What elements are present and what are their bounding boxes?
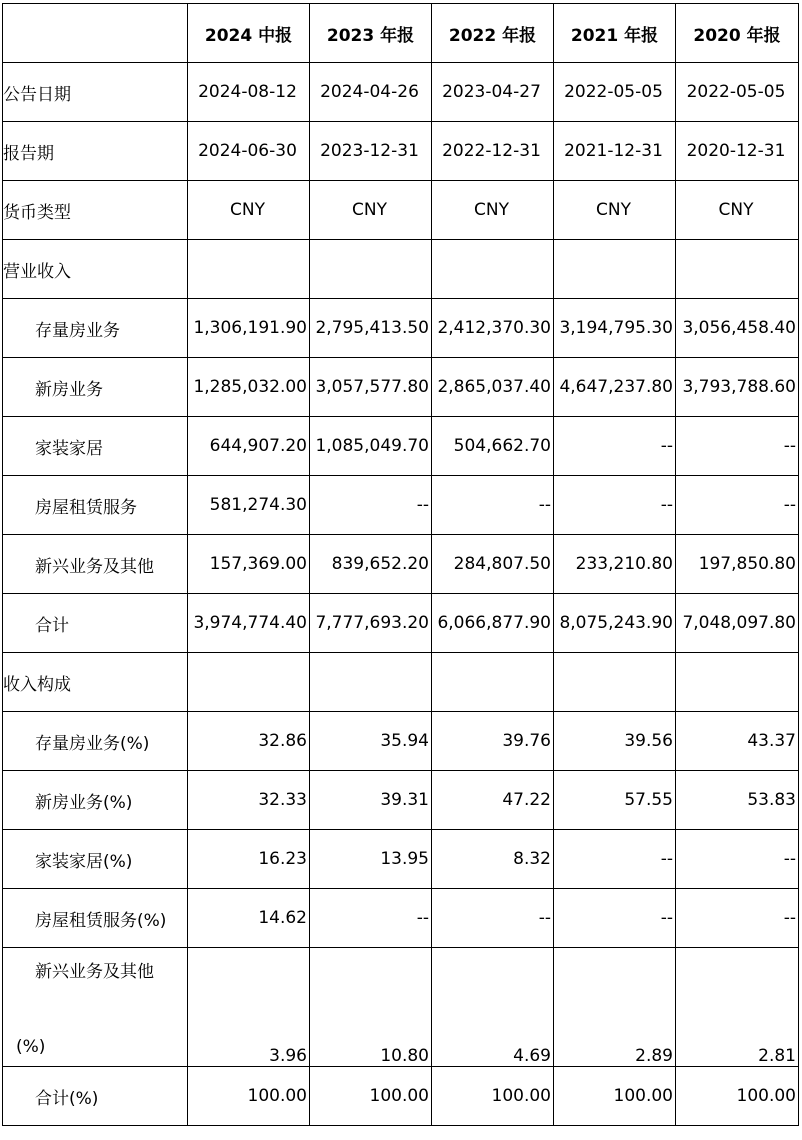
table-row — [3, 830, 799, 889]
table-cell: 2,412,370.30 — [432, 299, 554, 358]
row-label: 新房业务 — [3, 358, 188, 417]
table-cell: 504,662.70 — [432, 417, 554, 476]
table-cell: 2024-08-12 — [188, 63, 310, 122]
row-label: 合计(%) — [3, 1067, 188, 1126]
table-cell: 2,865,037.40 — [432, 358, 554, 417]
table-cell: CNY — [188, 181, 310, 240]
column-header: 2024 中报 — [188, 4, 310, 63]
table-cell: CNY — [432, 181, 554, 240]
table-cell: 6,066,877.90 — [432, 594, 554, 653]
table-row — [3, 417, 799, 476]
table-cell: 1,306,191.90 — [188, 299, 310, 358]
table-cell: 2023-12-31 — [310, 122, 432, 181]
table-cell: CNY — [676, 181, 799, 240]
row-label: 家装家居 — [3, 417, 188, 476]
table-cell: 2022-05-05 — [554, 63, 676, 122]
column-header: 2022 年报 — [432, 4, 554, 63]
row-label: 报告期 — [3, 122, 188, 181]
table-cell: 839,652.20 — [310, 535, 432, 594]
table-cell: 43.37 — [676, 712, 799, 771]
row-label-line1: 新兴业务及其他 — [35, 962, 154, 982]
table-cell: -- — [554, 417, 676, 476]
table-row — [3, 122, 799, 181]
table-cell: -- — [676, 417, 799, 476]
table-cell: -- — [432, 889, 554, 948]
table-cell: 100.00 — [188, 1067, 310, 1126]
table-row — [3, 63, 799, 122]
table-cell: 2024-04-26 — [310, 63, 432, 122]
table-cell: 100.00 — [554, 1067, 676, 1126]
table-cell: 100.00 — [310, 1067, 432, 1126]
table-cell: -- — [310, 889, 432, 948]
row-label: 新房业务(%) — [3, 771, 188, 830]
row-label: 存量房业务 — [3, 299, 188, 358]
table-cell: 2.81 — [676, 948, 799, 1067]
table-cell: -- — [676, 889, 799, 948]
table-cell: 157,369.00 — [188, 535, 310, 594]
table-cell: 3,793,788.60 — [676, 358, 799, 417]
section-label: 收入构成 — [3, 653, 188, 712]
table-cell — [432, 240, 554, 299]
row-label-line2: (%) — [16, 1037, 46, 1057]
header-row — [3, 4, 799, 63]
table-cell: 644,907.20 — [188, 417, 310, 476]
corner-cell — [3, 4, 188, 63]
table-row — [3, 535, 799, 594]
table-cell: 2023-04-27 — [432, 63, 554, 122]
table-cell: 1,085,049.70 — [310, 417, 432, 476]
table-cell — [554, 240, 676, 299]
row-label: 房屋租赁服务 — [3, 476, 188, 535]
table-cell — [188, 240, 310, 299]
table-row — [3, 771, 799, 830]
table-cell: 39.76 — [432, 712, 554, 771]
table-cell — [676, 653, 799, 712]
table-row — [3, 358, 799, 417]
table-cell: -- — [676, 476, 799, 535]
table-cell: 35.94 — [310, 712, 432, 771]
table-cell: 3,194,795.30 — [554, 299, 676, 358]
table-cell: 16.23 — [188, 830, 310, 889]
table-cell: 2.89 — [554, 948, 676, 1067]
table-cell: 197,850.80 — [676, 535, 799, 594]
table-cell: 32.86 — [188, 712, 310, 771]
income-composition-table — [2, 3, 799, 1126]
table-cell: 581,274.30 — [188, 476, 310, 535]
row-label: 公告日期 — [3, 63, 188, 122]
table-cell: 1,285,032.00 — [188, 358, 310, 417]
table-row — [3, 712, 799, 771]
table-cell — [554, 653, 676, 712]
table-cell: 14.62 — [188, 889, 310, 948]
table-cell: 57.55 — [554, 771, 676, 830]
table-cell: 13.95 — [310, 830, 432, 889]
table-row — [3, 476, 799, 535]
table-cell: 7,777,693.20 — [310, 594, 432, 653]
table-cell: 100.00 — [676, 1067, 799, 1126]
table-cell: 8,075,243.90 — [554, 594, 676, 653]
table-cell: -- — [554, 889, 676, 948]
table-cell: 32.33 — [188, 771, 310, 830]
column-header: 2021 年报 — [554, 4, 676, 63]
section-row — [3, 653, 799, 712]
table-cell: -- — [676, 830, 799, 889]
table-cell: 7,048,097.80 — [676, 594, 799, 653]
table-cell — [676, 240, 799, 299]
table-cell: 2022-12-31 — [432, 122, 554, 181]
row-label: 房屋租赁服务(%) — [3, 889, 188, 948]
table-cell: CNY — [554, 181, 676, 240]
row-label: 家装家居(%) — [3, 830, 188, 889]
table-cell: 4,647,237.80 — [554, 358, 676, 417]
column-header: 2023 年报 — [310, 4, 432, 63]
table-cell: CNY — [310, 181, 432, 240]
table-cell: -- — [554, 476, 676, 535]
table-cell: 100.00 — [432, 1067, 554, 1126]
table-cell — [310, 653, 432, 712]
table-cell: 3,057,577.80 — [310, 358, 432, 417]
table-cell: 2024-06-30 — [188, 122, 310, 181]
table-cell: -- — [554, 830, 676, 889]
table-cell: 2021-12-31 — [554, 122, 676, 181]
table-cell — [188, 653, 310, 712]
row-label: 存量房业务(%) — [3, 712, 188, 771]
table-cell: 4.69 — [432, 948, 554, 1067]
table-cell: 3.96 — [188, 948, 310, 1067]
table-cell: 2,795,413.50 — [310, 299, 432, 358]
table-row — [3, 299, 799, 358]
row-label: 货币类型 — [3, 181, 188, 240]
section-row — [3, 240, 799, 299]
table-cell: 10.80 — [310, 948, 432, 1067]
table-cell: 8.32 — [432, 830, 554, 889]
table-cell — [432, 653, 554, 712]
table-row — [3, 181, 799, 240]
section-label: 营业收入 — [3, 240, 188, 299]
table-cell: 233,210.80 — [554, 535, 676, 594]
table-cell: 3,974,774.40 — [188, 594, 310, 653]
row-label — [3, 948, 188, 1067]
table-cell: -- — [432, 476, 554, 535]
table-cell: 47.22 — [432, 771, 554, 830]
table-cell: 284,807.50 — [432, 535, 554, 594]
table-cell: 39.31 — [310, 771, 432, 830]
total-row — [3, 1067, 799, 1126]
total-row — [3, 594, 799, 653]
table-cell: 53.83 — [676, 771, 799, 830]
row-label: 新兴业务及其他 — [3, 535, 188, 594]
table-cell: 2020-12-31 — [676, 122, 799, 181]
row-label: 合计 — [3, 594, 188, 653]
table-cell: 39.56 — [554, 712, 676, 771]
table-cell: 2022-05-05 — [676, 63, 799, 122]
table-cell: 3,056,458.40 — [676, 299, 799, 358]
table-cell: -- — [310, 476, 432, 535]
column-header: 2020 年报 — [676, 4, 799, 63]
table-row — [3, 948, 799, 1067]
table-cell — [310, 240, 432, 299]
table-row — [3, 889, 799, 948]
